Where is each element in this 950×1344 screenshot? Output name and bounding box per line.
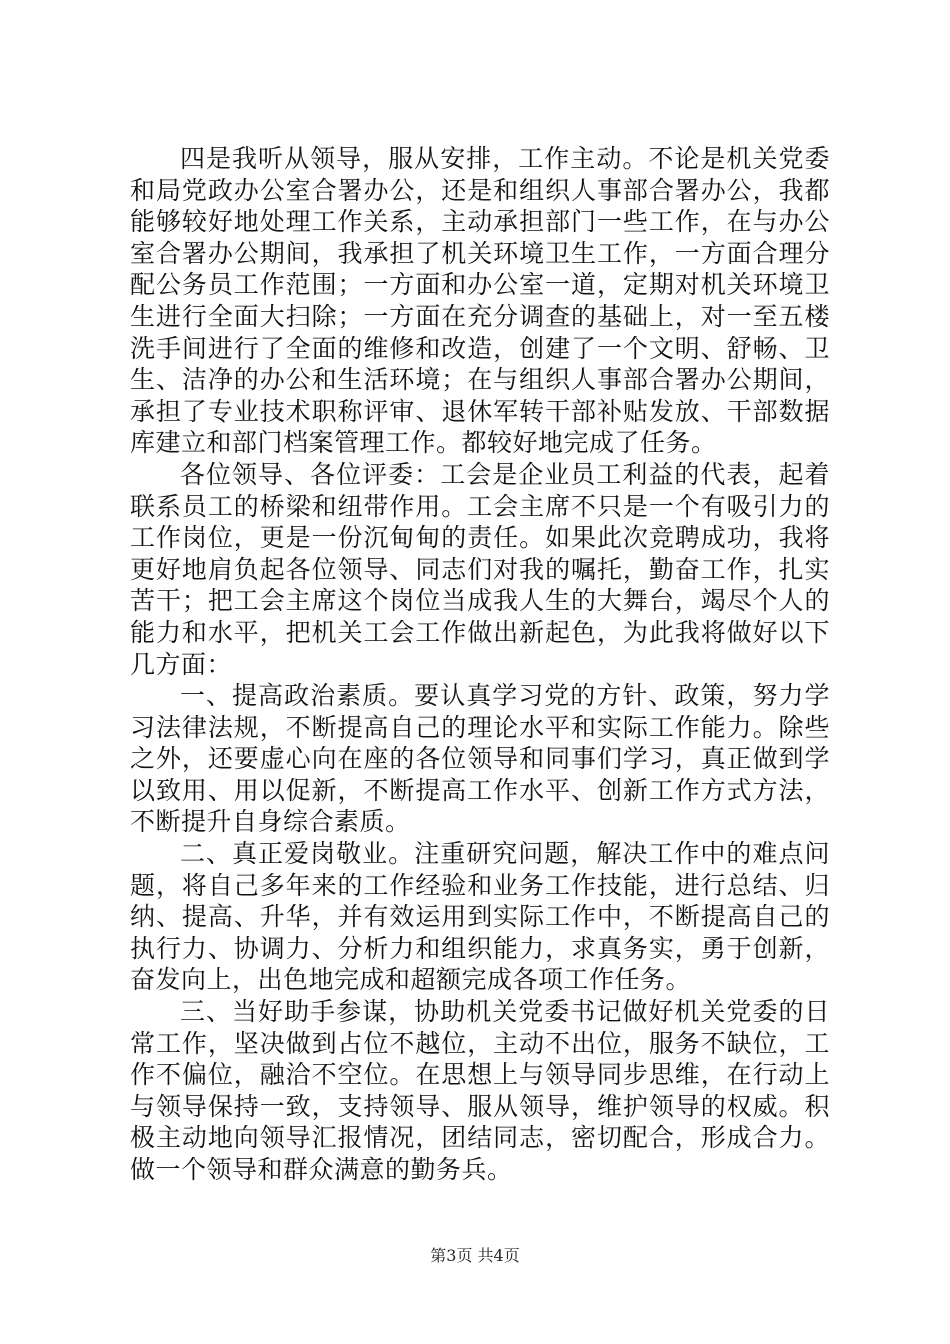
paragraph-address: 各位领导、各位评委：工会是企业员工利益的代表，起着联系员工的桥梁和纽带作用。工会主席不只是一个有吸引力的工作岗位，更是一份沉甸甸的责任。如果此次竞聘成功，我将更好地肩负起各位领导、同志们对我的嘱托，勤奋工作，扎实苦干；把工会主席这个岗位当成我人生的大舞台，竭尽个人的能力和水平，把机关工会工作做出新起色，为此我将做好以下几方面： (130, 459, 830, 679)
paragraph-duty-4: 四是我听从领导，服从安排，工作主动。不论是机关党委和局党政办公室合署办公，还是和组织人事部合署办公，我都能够较好地处理工作关系，主动承担部门一些工作，在与办公室合署办公期间，我承担了机关环境卫生工作，一方面合理分配公务员工作范围；一方面和办公室一道，定期对机关环境卫生进行全面大扫除；一方面在充分调查的基础上，对一至五楼洗手间进行了全面的维修和改造，创建了一个文明、舒畅、卫生、洁净的办公和生活环境；在与组织人事部合署办公期间，承担了专业技术职称评审、退休军转干部补贴发放、干部数据库建立和部门档案管理工作。都较好地完成了任务。 (130, 144, 830, 458)
page-footer: 第3页 共4页 (430, 1246, 520, 1265)
document-body (130, 143, 830, 1186)
paragraph-point-3: 三、当好助手参谋，协助机关党委书记做好机关党委的日常工作，坚决做到占位不越位，主动不出位，服务不缺位，工作不偏位，融洽不空位。在思想上与领导同步思维，在行动上与领导保持一致，支持领导、服从领导，维护领导的权威。积极主动地向领导汇报情况，团结同志，密切配合，形成合力。做一个领导和群众满意的勤务兵。 (130, 997, 830, 1184)
paragraph-point-1: 一、提高政治素质。要认真学习党的方针、政策，努力学习法律法规，不断提高自己的理论水平和实际工作能力。除些之外，还要虚心向在座的各位领导和同事们学习，真正做到学以致用、用以促新，不断提高工作水平、创新工作方式方法，不断提升自身综合素质。 (130, 681, 830, 837)
paragraph-point-2: 二、真正爱岗敬业。注重研究问题，解决工作中的难点问题，将自己多年来的工作经验和业务工作技能，进行总结、归纳、提高、升华，并有效运用到实际工作中，不断提高自己的执行力、协调力、分析力和组织能力，求真务实，勇于创新，奋发向上，出色地完成和超额完成各项工作任务。 (130, 839, 830, 995)
